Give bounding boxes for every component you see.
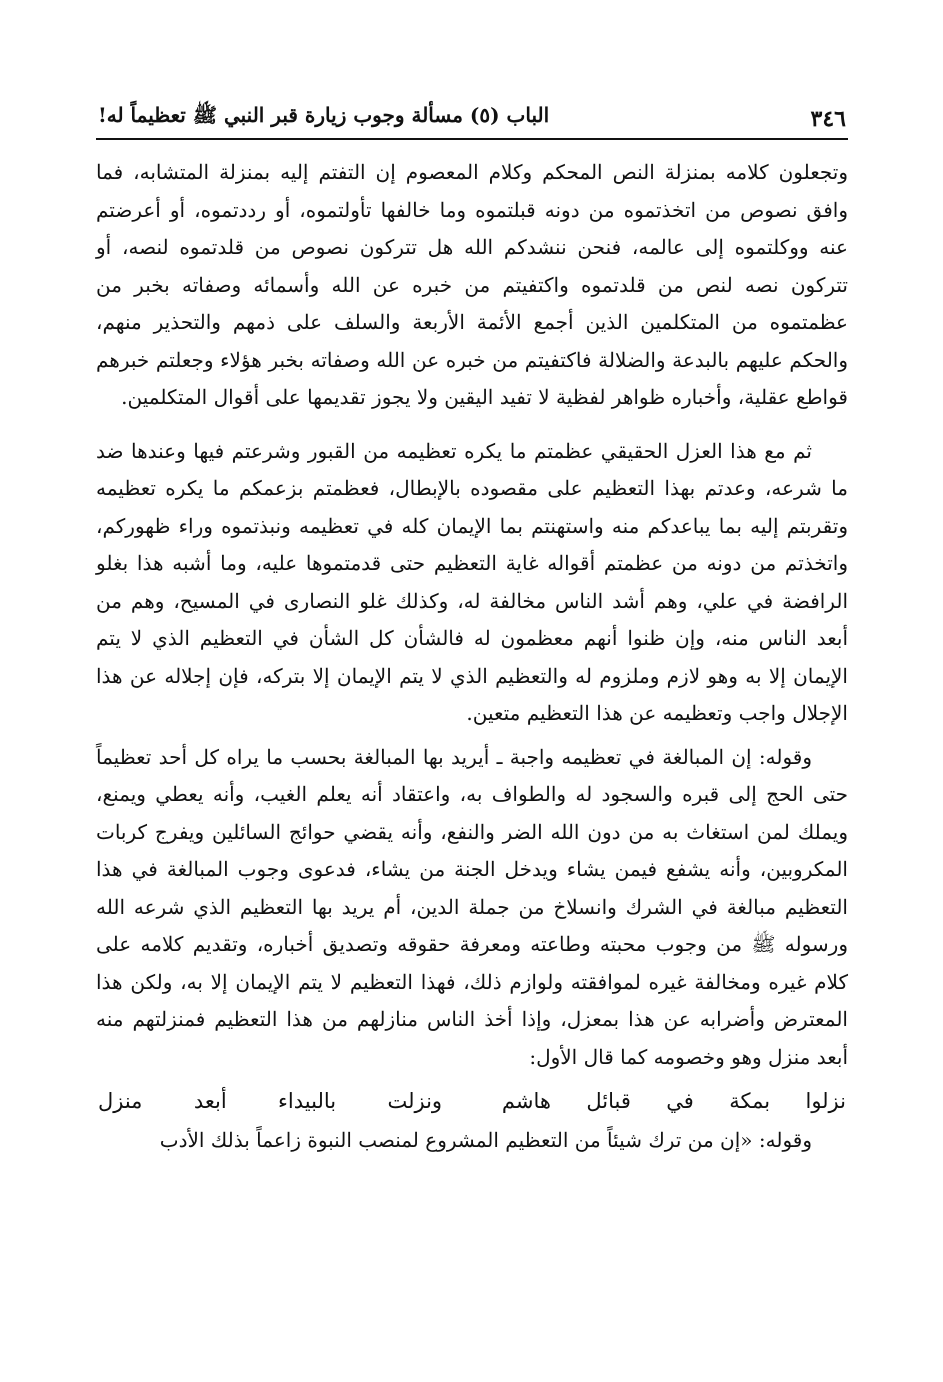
verse-second-hemistich: ونزلت بالبيداء أبعد منزل: [98, 1089, 443, 1113]
paragraph: وقوله: إن المبالغة في تعظيمه واجبة ـ أيريد بها المبالغة بحسب ما يراه كل أحد تعظيماً حتى الحج إلى قبره والسجود له والطواف به، واعتقاد أنه يعلم الغيب، وأنه يعطي ويمنع، ويملك لمن استغاث به من دون الله الضر والنفع، وأنه يقضي حوائج السائلين ويفرج كربات المكروبين، وأنه يشفع فيمن يشاء ويدخل الجنة من يشاء، فدعوى وجوب المبالغة في هذا التعظيم مبالغة في الشرك وانسلاخ من جملة الدين، أم يريد بها التعظيم الذي شرعه الله ورسوله ﷺ من وجوب محبته وطاعته ومعرفة حقوقه وتصديق أخباره، وتقديم كلامه على كلام غيره ومخالفة غيره لموافقته ولوازم ذلك، فهذا التعظيم لا يتم الإيمان إلا به، ولكن هذا المعترض وأضرابه عن هذا بمعزل، وإذا أخذ الناس منازلهم من هذا التعظيم فمنزلتهم منه أبعد منزل وهو وخصومه كما قال الأول:: [96, 744, 849, 1069]
verse-first-hemistich: نزلوا بمكة في قبائل هاشم: [501, 1089, 846, 1113]
body-text: [96, 154, 848, 1160]
final-line: وقوله: «إن من ترك شيئاً من التعظيم المشروع لمنصب النبوة زاعماً بذلك الأدب: [159, 1128, 812, 1152]
chapter-title: الباب (٥) مسألة وجوب زيارة قبر النبي ﷺ تعظيماً له!: [98, 103, 550, 127]
poetry-verse: [96, 1080, 848, 1122]
paragraph: وتجعلون كلامه بمنزلة النص المحكم وكلام المعصوم إن التفتم إليه بمنزلة المتشابه، فما وافق نصوص من اتخذتموه من دونه قبلتموه وما خالفها تأولتموه، أو رددتموه، أو أعرضتم عنه ووكلتموه إلى عالمه، فنحن ننشدكم الله هل تتركون نصوص من قلدتموه لنصه، أو تتركون نصه لنص من قلدتموه واكتفيتم من خبره عن الله وأسمائه وصفاته بخبر من عظمتموه من المتكلمين الذين أجمع الأئمة الأربعة والسلف على ذمهم والتحذير منهم، والحكم عليهم بالبدعة والضلالة فاكتفيتم من خبره عن الله وصفاته بخبر هؤلاء وجعلتم خبرهم قواطع عقلية، وأخباره ظواهر لفظية لا تفيد اليقين ولا يجوز تقديمها على أقوال المتكلمين.: [96, 160, 848, 409]
paragraph: ثم مع هذا العزل الحقيقي عظمتم ما يكره تعظيمه من القبور وشرعتم فيها وعندها ضد ما شرعه، وعدتم بهذا التعظيم على مقصوده بالإبطال، فعظمتم بزعمكم ما يكره تعظيمه وتقربتم إليه بما يباعدكم منه واستهنتم بما الإيمان كله في تعظيمه ونبذتموه وراء ظهوركم، واتخذتم من دونه من عظمتم أقواله غاية التعظيم حتى قدمتموها عليه، وما أشبه هذا بغلو الرافضة في علي، وهم أشد الناس مخالفة له، وكذلك غلو النصارى في المسيح، وهم من أبعد الناس منه، وإن ظنوا أنهم معظمون له فالشأن كل الشأن في التعظيم الذي لا يتم الإيمان إلا به وهو لازم وملزوم له والتعظيم الذي لا يتم الإيمان إلا بتركه، فإن إجلاله عن هذا الإجلال واجب وتعظيمه عن هذا التعظيم متعين.: [96, 438, 849, 725]
book-page: [96, 96, 848, 1160]
running-head: [96, 96, 848, 140]
page-number: ٣٤٦: [810, 106, 846, 132]
